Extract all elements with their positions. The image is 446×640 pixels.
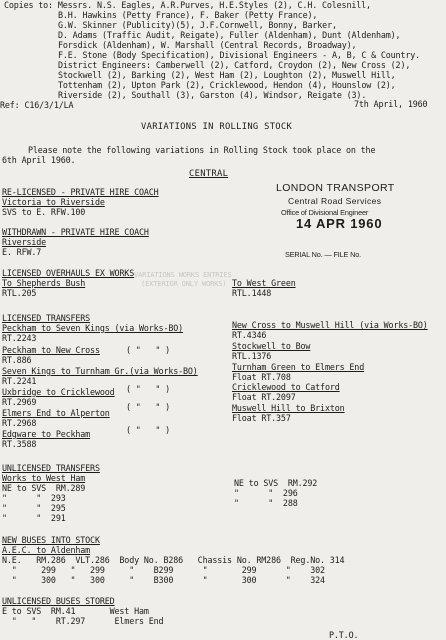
transfer-left-route-2: Peckham to New Cross bbox=[2, 345, 100, 355]
copies-line-8: Stockwell (2), Barking (2), West Ham (2), Loughton (2), Muswell Hill, bbox=[58, 70, 396, 80]
unlicensed-left-3: " " 295 bbox=[2, 503, 66, 513]
stored-row-1: E to SVS RM.41 West Ham bbox=[2, 606, 149, 616]
unlicensed-left-1: NE to SVS RM.289 bbox=[2, 483, 86, 493]
transfer-right-route-1: New Cross to Muswell Hill (via Works-BO) bbox=[232, 320, 428, 330]
stamp-dept: Central Road Services bbox=[288, 196, 382, 206]
transfer-right-route-4: Cricklewood to Catford bbox=[232, 382, 340, 392]
transfer-left-route-5: Elmers End to Alperton bbox=[2, 408, 110, 418]
transfer-left-bus-2: RT.886 bbox=[2, 355, 32, 365]
document-date: 7th April, 1960 bbox=[354, 99, 428, 109]
central-heading: CENTRAL bbox=[189, 169, 229, 179]
relicensed-detail: SVS to E. RFW.100 bbox=[2, 207, 86, 217]
unlicensed-left-2: " " 293 bbox=[2, 493, 66, 503]
transfer-left-ditto-5: ( " " ) bbox=[126, 402, 171, 412]
stamp-date: 14 APR 1960 bbox=[296, 216, 383, 231]
intro-line-2: 6th April 1960. bbox=[2, 155, 76, 165]
unlicensed-heading: UNLICENSED TRANSFERS bbox=[2, 463, 100, 473]
transfer-left-bus-5: RT.2968 bbox=[2, 418, 37, 428]
overhauls-right-bus: RTL.1448 bbox=[232, 288, 272, 298]
transfer-right-bus-2: RTL.1376 bbox=[232, 351, 272, 361]
please-turn-over: P.T.O. bbox=[329, 630, 359, 640]
withdrawn-garage: Riverside bbox=[2, 237, 47, 247]
intro-line-1: Please note the following variations in Rolling Stock took place on the bbox=[28, 145, 376, 155]
new-buses-row-2: " 299 " 299 " B299 " 299 " 302 bbox=[2, 565, 325, 575]
transfer-left-ditto-2: ( " " ) bbox=[126, 345, 171, 355]
transfer-left-route-3: Seven Kings to Turnham Gr.(via Works-BO) bbox=[2, 366, 198, 376]
withdrawn-detail: E. RFW.7 bbox=[2, 247, 42, 257]
copies-line-5: Forsdick (Aldenham), W. Marshall (Central Records, Broadway), bbox=[58, 40, 357, 50]
stored-row-2: " " RT.297 Elmers End bbox=[2, 616, 164, 626]
transfer-left-route-4: Uxbridge to Cricklewood bbox=[2, 387, 115, 397]
unlicensed-right-2: " " 296 bbox=[234, 488, 298, 498]
new-buses-row-3: " 300 " 300 " B300 " 300 " 324 bbox=[2, 575, 325, 585]
transfer-right-bus-1: RT.4346 bbox=[232, 330, 267, 340]
stamp-org: LONDON TRANSPORT bbox=[276, 182, 395, 194]
copies-line-2: B.H. Hawkins (Petty France), F. Baker (Petty France), bbox=[58, 10, 318, 20]
transfer-left-ditto-6: ( " " ) bbox=[126, 425, 171, 435]
transfer-right-bus-4: Float RT.2097 bbox=[232, 392, 296, 402]
transfer-left-bus-3: RT.2241 bbox=[2, 376, 37, 386]
transfer-right-bus-3: Float RT.708 bbox=[232, 372, 291, 382]
new-buses-sub: A.E.C. to Aldenham bbox=[2, 545, 91, 555]
unlicensed-right-1: NE to SVS RM.292 bbox=[234, 478, 318, 488]
faded-imprint-2: (EXTERIOR ONLY WORKS) bbox=[141, 280, 227, 288]
new-buses-row-1: N.E. RM.286 VLT.286 Body No. B286 Chassis No. RM286 Reg.No. 314 bbox=[2, 555, 345, 565]
reference: Ref: C16/3/1/LA bbox=[0, 100, 74, 110]
transfer-left-route-1: Peckham to Seven Kings (via Works-BO) bbox=[2, 323, 184, 333]
copies-line-10: Riverside (2), Southall (3), Garston (4), Windsor, Reigate (3). bbox=[58, 90, 367, 100]
transfer-right-route-3: Turnham Green to Elmers End bbox=[232, 362, 365, 372]
copies-line-9: Tottenham (2), Upton Park (2), Cricklewood, Hendon (4), Hounslow (2), bbox=[58, 80, 396, 90]
copies-line-1: Copies to: Messrs. N.S. Eagles, A.R.Purves, H.E.Styles (2), C.H. Colesnill, bbox=[4, 0, 371, 10]
stamp-serial: SERIAL No. — FILE No. bbox=[285, 250, 362, 259]
withdrawn-heading: WITHDRAWN - PRIVATE HIRE COACH bbox=[2, 227, 149, 237]
overhauls-heading: LICENSED OVERHAULS EX WORKS bbox=[2, 268, 135, 278]
transfer-left-bus-6: RT.3588 bbox=[2, 439, 37, 449]
unlicensed-right-3: " " 288 bbox=[234, 498, 298, 508]
transfer-left-route-6: Edgware to Peckham bbox=[2, 429, 91, 439]
stored-heading: UNLICENSED BUSES STORED bbox=[2, 596, 115, 606]
transfer-right-route-2: Stockwell to Bow bbox=[232, 341, 311, 351]
copies-line-3: G.W. Skinner (Publicity)(5), J.F.Cornwell, Bonny, Barker, bbox=[58, 20, 337, 30]
stamp-office: Office of Divisional Engineer bbox=[281, 208, 369, 217]
transfer-left-ditto-4: ( " " ) bbox=[126, 384, 171, 394]
copies-line-4: D. Adams (Traffic Audit, Reigate), Fuller (Aldenham), Dunt (Aldenham), bbox=[58, 30, 401, 40]
transfer-left-bus-1: RT.2243 bbox=[2, 333, 37, 343]
copies-line-7: District Engineers: Camberwell (2), Catford, Croydon (2), New Cross (2), bbox=[58, 60, 411, 70]
overhauls-left-route: To Shepherds Bush bbox=[2, 278, 86, 288]
transfer-right-bus-5: Float RT.357 bbox=[232, 413, 291, 423]
overhauls-right-route: To West Green bbox=[232, 278, 296, 288]
document-title: VARIATIONS IN ROLLING STOCK bbox=[141, 122, 293, 132]
overhauls-left-bus: RTL.205 bbox=[2, 288, 37, 298]
unlicensed-left-4: " " 291 bbox=[2, 513, 66, 523]
faded-imprint-1: VARIATIONS WORKS ENTRIES bbox=[134, 271, 232, 279]
transfer-left-bus-4: RT.2969 bbox=[2, 397, 37, 407]
new-buses-heading: NEW BUSES INTO STOCK bbox=[2, 535, 100, 545]
transfers-heading: LICENSED TRANSFERS bbox=[2, 313, 91, 323]
relicensed-route: Victoria to Riverside bbox=[2, 197, 105, 207]
relicensed-heading: RE-LICENSED - PRIVATE HIRE COACH bbox=[2, 187, 159, 197]
copies-line-6: F.E. Stone (Body Specification), Divisional Engineers - A, B, C & Country. bbox=[58, 50, 421, 60]
unlicensed-sub: Works to West Ham bbox=[2, 473, 86, 483]
transfer-right-route-5: Muswell Hill to Brixton bbox=[232, 403, 345, 413]
